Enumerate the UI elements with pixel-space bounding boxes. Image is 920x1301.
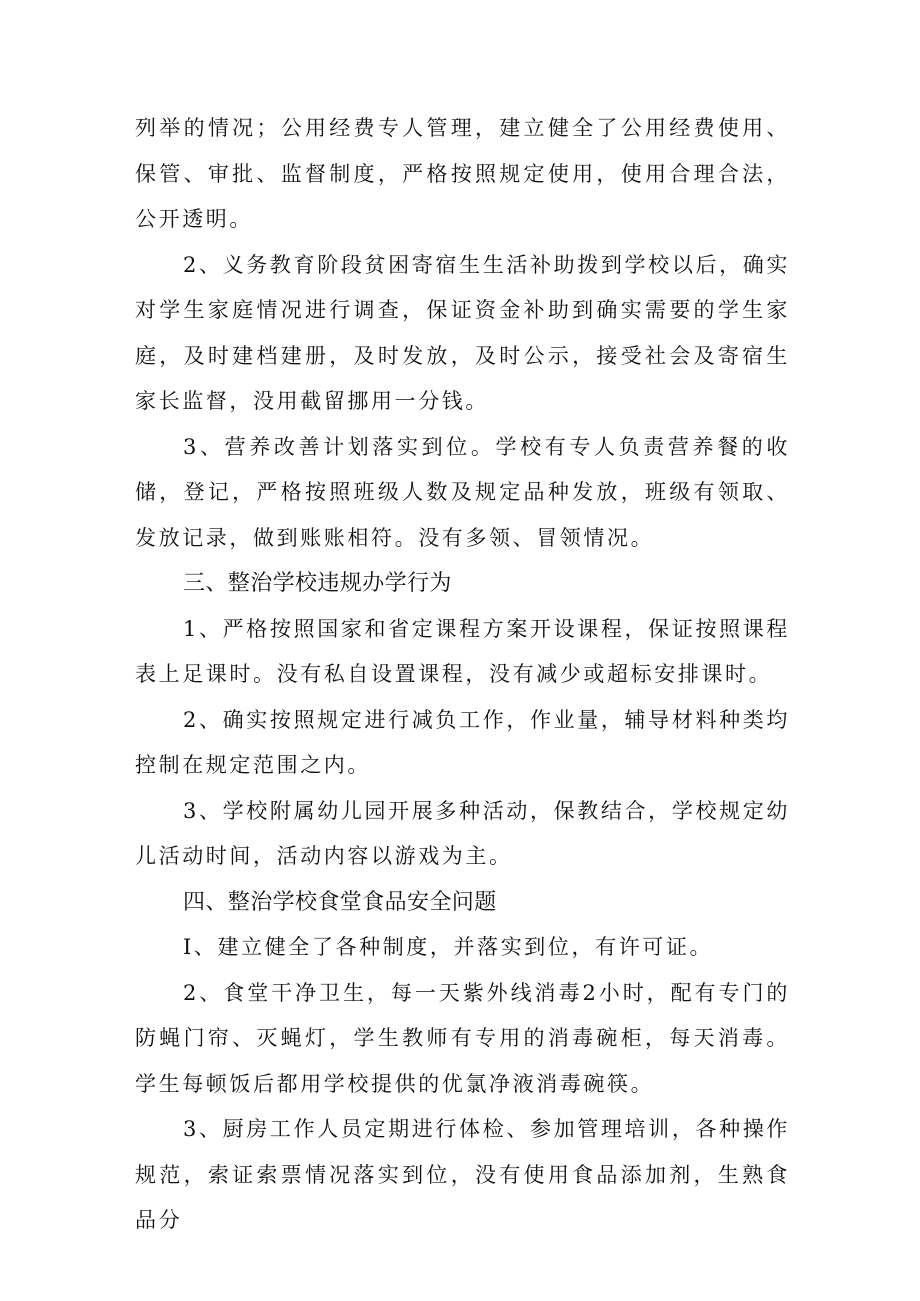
paragraph-nutrition-plan: 3、营养改善计划落实到位。学校有专人负责营养餐的收储，登记，严格按照班级人数及规定品种发放，班级有领取、发放记录，做到账账相符。没有多领、冒领情况。 [135,434,790,550]
paragraph-public-funds: 列举的情况；公用经费专人管理，建立健全了公用经费使用、保管、审批、监督制度，严格按照规定使用，使用合理合法，公开透明。 [135,116,790,231]
paragraph-curriculum: 1、严格按照国家和省定课程方案开设课程，保证按照课程表上足课时。没有私自设置课程，没有减少或超标安排课时。 [135,616,790,686]
paragraph-burden-reduction: 2、确实按照规定进行减负工作，作业量，辅导材料种类均控制在规定范围之内。 [135,707,790,777]
paragraph-boarding-subsidy: 2、义务教育阶段贫困寄宿生生活补助拨到学校以后，确实对学生家庭情况进行调查，保证资金补助到确实需要的学生家庭，及时建档建册，及时发放，及时公示，接受社会及寄宿生家长监督，没用截留挪用一分钱。 [135,252,790,413]
document-body [135,106,790,1244]
paragraph-canteen-rules: I、建立健全了各种制度，并落实到位，有许可证。 [183,935,714,959]
paragraph-kitchen-staff: 3、厨房工作人员定期进行体检、参加管理培训，各种操作规范，索证索票情况落实到位，没有使用食品添加剂，生熟食品分 [135,1117,790,1232]
section-heading-school-operation: 三、整治学校违规办学行为 [183,571,452,596]
paragraph-kindergarten: 3、学校附属幼儿园开展多种活动，保教结合，学校规定幼儿活动时间，活动内容以游戏为主。 [135,798,790,868]
paragraph-canteen-hygiene: 2、食堂干净卫生，每一天紫外线消毒2小时，配有专门的防蝇门帘、灭蝇灯，学生教师有专用的消毒碗柜，每天消毒。学生每顿饭后都用学校提供的优氯净液消毒碗筷。 [135,980,790,1096]
section-heading-food-safety: 四、整治学校食堂食品安全问题 [183,889,497,915]
